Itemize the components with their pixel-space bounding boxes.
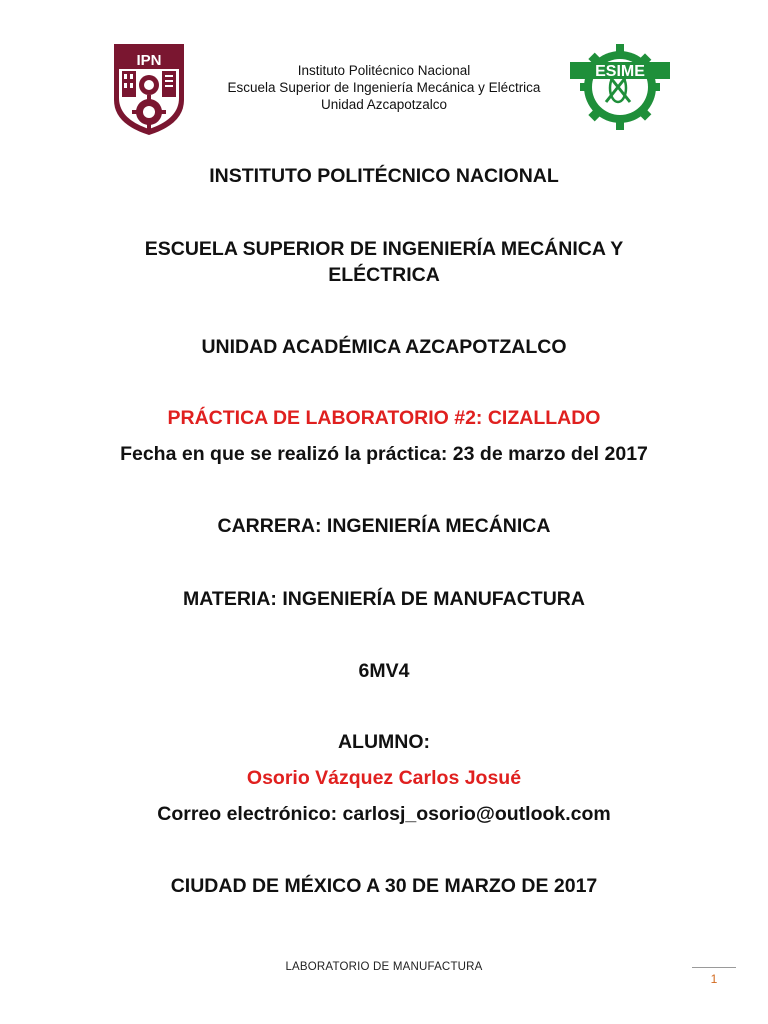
ipn-logo [108,40,190,138]
student-name: Osorio Vázquez Carlos Josué [246,767,522,789]
ipn-logo-text: IPN [136,52,162,69]
page-number: 1 [710,972,718,986]
student-email: Correo electrónico: carlosj_osorio@outlook.com [157,803,611,825]
place-and-date: CIUDAD DE MÉXICO A 30 DE MARZO DE 2017 [170,875,598,897]
esime-gear-icon [570,42,670,132]
practice-title: PRÁCTICA DE LABORATORIO #2: CIZALLADO [167,407,601,429]
group-code: 6MV4 [358,660,410,682]
subject-line: MATERIA: INGENIERÍA DE MANUFACTURA [183,588,585,610]
student-label: ALUMNO: [337,731,431,753]
career-line: CARRERA: INGENIERÍA MECÁNICA [217,515,551,537]
esime-logo-text: ESIME [595,63,645,80]
header-line-institute: Instituto Politécnico Nacional [297,63,471,78]
school-title-line2: ELÉCTRICA [328,264,440,286]
esime-logo [570,42,670,132]
practice-date: Fecha en que se realizó la práctica: 23 de marzo del 2017 [120,443,648,465]
header-line-school: Escuela Superior de Ingeniería Mecánica y Eléctrica [227,80,541,95]
header-line-unit: Unidad Azcapotzalco [320,97,448,112]
unit-title: UNIDAD ACADÉMICA AZCAPOTZALCO [201,336,567,358]
school-title-line1: ESCUELA SUPERIOR DE INGENIERÍA MECÁNICA Y [144,238,624,260]
institute-title: INSTITUTO POLITÉCNICO NACIONAL [209,165,559,187]
header-institution-block [200,62,568,113]
footer-label: LABORATORIO DE MANUFACTURA [285,961,483,973]
footer-divider [692,967,736,968]
